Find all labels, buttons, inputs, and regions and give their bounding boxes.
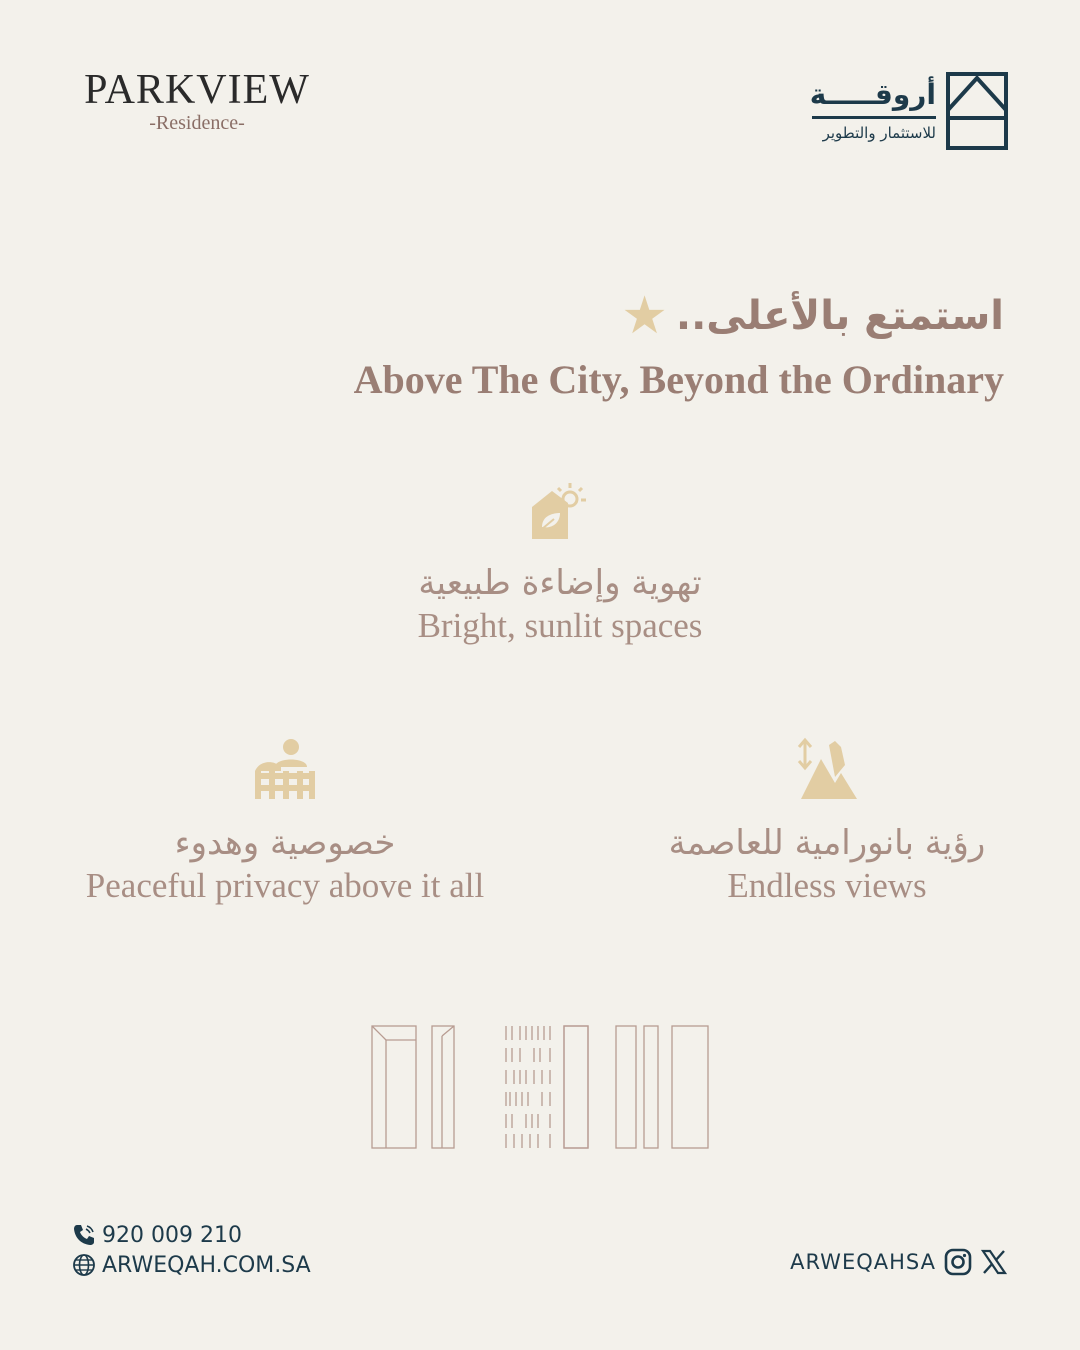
feature-3-arabic: رؤية بانورامية للعاصمة [668, 823, 986, 863]
logo-divider [812, 116, 936, 119]
feature-privacy [60, 735, 510, 907]
globe-icon [72, 1253, 96, 1277]
feature-1-english: Bright, sunlit spaces [417, 606, 703, 645]
mountain-arrows-icon [795, 737, 859, 801]
headline-arabic-text: استمتع بالأعلى.. [675, 293, 1004, 339]
website-row[interactable] [72, 1250, 311, 1280]
developer-logo [808, 72, 1008, 152]
phone-number[interactable]: 920 009 210 [102, 1222, 242, 1248]
feature-2-arabic: خصوصية وهدوء [174, 823, 396, 863]
website-link[interactable]: ARWEQAH.COM.SA [102, 1252, 311, 1278]
feature-2-english: Peaceful privacy above it all [85, 866, 485, 905]
logo-house-icon [946, 72, 1008, 150]
feature-3-english: Endless views [727, 866, 927, 905]
building-illustration [370, 1024, 710, 1152]
social-handle[interactable]: ARWEQAHSA [790, 1250, 936, 1274]
headline-english: Above The City, Beyond the Ordinary [353, 357, 1004, 402]
house-sun-leaf-icon [528, 477, 592, 541]
brand-name: PARKVIEW [84, 67, 310, 113]
contact-info [72, 1220, 311, 1280]
star-icon: ★ [621, 286, 668, 346]
feature-panoramic-views [620, 735, 1034, 907]
logo-arabic-tagline: للاستثمار والتطوير [822, 124, 936, 142]
social-handles [790, 1248, 1008, 1276]
logo-arabic-name: أروقـــــة [809, 78, 936, 111]
brand-subtitle: -Residence- [149, 112, 245, 134]
instagram-icon[interactable] [944, 1248, 972, 1276]
brand-logo [72, 68, 322, 134]
phone-icon [72, 1223, 96, 1247]
feature-natural-light [340, 475, 780, 647]
phone-row[interactable] [72, 1220, 311, 1250]
headline-arabic [621, 286, 1004, 346]
x-twitter-icon[interactable] [980, 1248, 1008, 1276]
person-fence-icon [253, 737, 317, 801]
feature-1-arabic: تهوية وإضاءة طبيعية [418, 563, 702, 603]
